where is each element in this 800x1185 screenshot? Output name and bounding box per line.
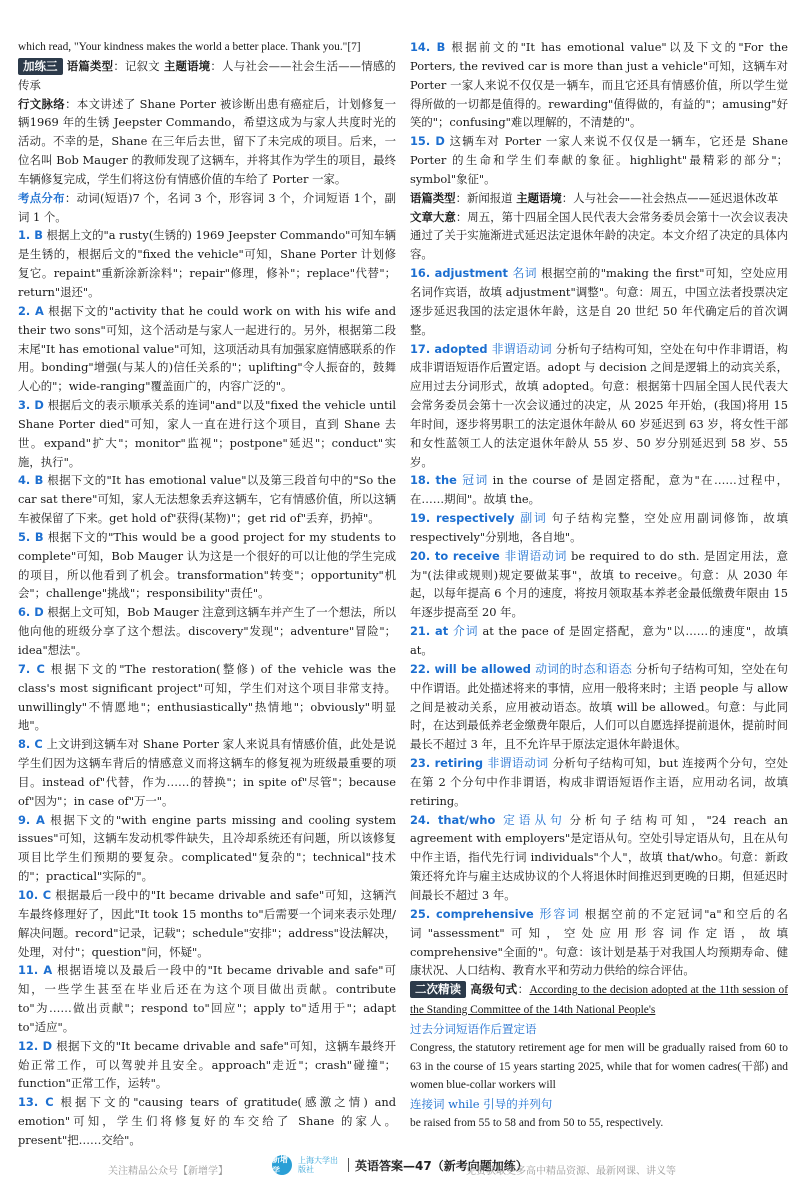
- answer-text: 根据下文的"The restoration(整修) of the vehicle was the class's most significant project"可知，学生们对这个项目非常支持。unwillingly"不情愿地"；enthusiastically"热情地"；obviously"明显地"。: [18, 661, 396, 733]
- answer-item: [410, 547, 788, 622]
- answer-number: 5. B: [18, 529, 44, 544]
- answer-text: 根据空前的不定冠词"a"和空后的名词"assessment"可知，空处应用形容词作定语，故填 comprehensive"全面的"。句意：该计划是基于对我国人均预期寿命、健康状况、人口结构、教育水平和劳动力供给的综合评估。: [410, 906, 788, 978]
- practice-badge: 加练三: [18, 58, 63, 75]
- genre-header: 语篇类型：新闻报道 主题语境：人与社会——社会热点——延迟退休改革: [410, 190, 779, 205]
- answer-text: 分析句子结构可知，but 连接两个分句，空处在第 2 个分句中作非谓语，构成非谓语短语作主语，应用动名词，故填 retiring。: [410, 756, 788, 808]
- answer-text: 根据下文的"with engine parts missing and cooling system issues"可知，这辆车发动机零件缺失，且冷却系统还有问题，所以该修复项目比学生们预期的要复杂。complicated"复杂的"；technical"技术的"；practical"实际的"。: [18, 812, 396, 884]
- answer-number: 20. to receive: [410, 548, 500, 563]
- grammar-tag: 名词: [511, 266, 538, 281]
- review-label: 高级句式: [470, 982, 518, 997]
- answer-text: 根据下文的"This would be a good project for my students to complete"可知，Bob Mauger 认为这是一个很好的可以让他的学生完成的项目，所以他看到了机会。transformation"转变"；opportunity"机会"；challenge"挑战"；responsibility"责任"。: [18, 529, 396, 601]
- review-sentence-1: According to the decision adopted at the 11th session of the Standing Committee of the 14th National People's: [410, 984, 788, 1017]
- answer-item: [18, 603, 396, 660]
- theme-label: 主题语境: [516, 190, 562, 205]
- answer-item: [410, 264, 788, 339]
- gist-label: 文章大意: [410, 209, 456, 224]
- answer-item: [18, 811, 396, 886]
- left-column: [18, 38, 396, 1150]
- answer-item: [18, 1093, 396, 1150]
- review-section: 二次精读 高级句式：According to the decision adopted at the 11th session of the Standing Committee of the 14th National People's: [410, 982, 788, 1017]
- grammar-tag: 定语从句: [499, 812, 566, 827]
- answer-text: 根据下文的"It became drivable and safe"可知，这辆车最终开始正常工作，可以驾驶并且安全。approach"走近"；crash"碰撞"；function"正常工作，运转"。: [18, 1038, 397, 1091]
- page-label: 英语答案—47（新考向题加练）: [355, 1158, 528, 1173]
- answer-number: 22. will be allowed: [410, 661, 531, 676]
- type-value: 记叙文: [125, 58, 160, 73]
- type-value: 新闻报道: [466, 190, 513, 205]
- summary-label: 行文脉络: [18, 96, 66, 111]
- answer-number: 2. A: [18, 303, 44, 318]
- answer-text: 句子结构完整，空处应用副词修饰，故填 respectively"分别地，各自地"。: [410, 511, 788, 544]
- answer-item: [410, 132, 788, 189]
- answer-item: [18, 396, 396, 471]
- answer-text: 分析句子结构可知，空处在句中作非谓语，构成非谓语短语作后置定语。adopt 与 decision 之间是逻辑上的动宾关系，应用过去分词形式，故填 adopted。句意：根据第十四届全国人民代表大会常务委员会第十一次会议通过的决定，从 2025 年开始，(我国)将用 15 年时间，逐步将男职工的法定退休年龄从 60 岁延迟到 63 岁，将女性干部和女性蓝领工人的法定退休年龄从 55 岁、50 岁分别延迟到 58 岁、55 岁。: [410, 341, 788, 469]
- answer-number: 10. C: [18, 887, 52, 902]
- answer-item: [410, 754, 788, 811]
- answer-text: 根据下文的"activity that he could work on with his wife and their two sons"可知，这个活动是与家人一起进行的。另外，根据第二段末尾"It has emotional value"可知，这项活动具有加强家庭情感联系的作用。bonding"增强(与某人的)信任关系的"；uplifting"令人振奋的，鼓舞人心的"；wide-ranging"覆盖面广的，内容广泛的"。: [18, 303, 396, 394]
- review-note-1: 过去分词短语作后置定语: [410, 1021, 537, 1036]
- theme-value: 人与社会——社会生活——情感的传承: [18, 58, 396, 92]
- answer-number: 17. adopted: [410, 341, 488, 356]
- answer-item: [410, 622, 788, 660]
- answer-number: 7. C: [18, 661, 45, 676]
- footer-separator: [348, 1158, 349, 1172]
- answer-number: 18. the: [410, 473, 457, 488]
- gist-text: 周五，第十四届全国人民代表大会常务委员会第十一次会议表决通过了关于实施渐进式延迟法定退休年龄的决定。本文介绍了决定的具体内容。: [410, 209, 788, 262]
- answer-text: 根据下文的"causing tears of gratitude(感激之情) and emotion"可知，学生们将修复好的车交给了 Shane 的家人。present"把……交给"。: [18, 1095, 396, 1147]
- answer-number: 19. respectively: [410, 511, 515, 526]
- answer-item: [410, 905, 788, 980]
- answer-number: 9. A: [18, 812, 45, 827]
- answer-item: [18, 735, 396, 810]
- review-sentence-3: be raised from 55 to 58 and from 50 to 55, respectively.: [410, 1117, 664, 1130]
- answer-item: [410, 38, 788, 132]
- answer-item: [18, 302, 396, 396]
- answer-number: 23. retiring: [410, 756, 484, 771]
- answer-text: 根据后文的表示顺承关系的连词"and"以及"fixed the vehicle until Shane Porter died"可知，家人一直在进行这个项目，直到 Shane 去世。expand"扩大"；monitor"监视"；postpone"延迟"；conduct"实施，执行"。: [18, 398, 396, 469]
- answer-text: 根据空前的"making the first"可知，空处应用名词作宾语，故填 adjustment"调整"。句意：周五，中国立法者投票决定逐步延迟我国的法定退休年龄，这是自 20 世纪 50 年代确定后的首次调整。: [410, 266, 788, 337]
- grammar-tag: 动词的时态和语态: [534, 661, 633, 676]
- answer-item: [18, 660, 396, 735]
- answer-number: 13. C: [18, 1095, 54, 1110]
- grammar-tag: 非谓语动词: [487, 756, 549, 771]
- answer-text: 根据下文的"It has emotional value"以及第三段首句中的"So the car sat there"可知，家人无法想象丢弃这辆车，它有情感价值，所以这辆车被保留了下来。get hold of"获得(某物)"；get rid of"丢弃，扔掉"。: [18, 473, 396, 526]
- answer-item: [410, 340, 788, 472]
- publisher-logo-icon: 新增学: [272, 1155, 292, 1175]
- answer-item: [18, 528, 396, 603]
- grammar-tag: 副词: [518, 511, 548, 526]
- answer-text: 根据前文的"It has emotional value"以及下文的"For the Porters, the revived car is more than just a vehicle"可知，这辆车对 Porter 一家人来说不仅仅是一辆车，而且它还具有情感价值，所以学生觉得所做的一切都是值得的。rewarding"值得做的，有益的"；amusing"好笑的"；confusing"难以理解的，不清楚的"。: [410, 40, 788, 130]
- answer-item: [18, 226, 396, 301]
- answer-text: 这辆车对 Porter 一家人来说不仅仅是一辆车，它还是 Shane Porter 的生命和学生们奉献的象征。highlight"最精彩的部分"；symbol"象征"。: [410, 134, 789, 186]
- answer-number: 8. C: [18, 737, 43, 752]
- type-label: 语篇类型: [410, 190, 456, 205]
- distribution: 考点分布：动词(短语)7 个，名词 3 个，形容词 3 个，介词短语 1个，副词 1 个。: [18, 190, 396, 224]
- review-note-2: 连接词 while 引导的并列句: [410, 1097, 553, 1112]
- answer-item: [410, 509, 788, 547]
- summary-text: 本文讲述了 Shane Porter 被诊断出患有癌症后，计划修复一辆1969 年的生锈 Jeepster Commando，希望这成为与家人共度时光的活动。不幸的是，Shane 在三年后去世，留下了未完成的项目。后来，一位名叫 Bob Mauger 的教师发现了这辆车，并将其作为学生的项目，最终车辆修复完成，学生们将这份有情感价值的车给了 Porter 一家。: [18, 96, 396, 186]
- theme-label: 主题语境: [163, 58, 211, 73]
- practice-header: 加练三 语篇类型：记叙文 主题语境：人与社会——社会生活——情感的传承: [18, 58, 396, 92]
- grammar-tag: 冠词: [460, 473, 489, 488]
- footer-left-text: 关注精品公众号【新增学】: [108, 1166, 228, 1177]
- answer-number: 6. D: [18, 605, 44, 620]
- grammar-tag: 非谓语动词: [503, 548, 568, 563]
- gist: 文章大意：周五，第十四届全国人民代表大会常务委员会第十一次会议表决通过了关于实施渐进式延迟法定退休年龄的决定。本文介绍了决定的具体内容。: [410, 209, 788, 262]
- answer-number: 14. B: [410, 40, 446, 54]
- answer-item: [410, 811, 788, 905]
- answer-text: 根据语境以及最后一段中的"It became drivable and safe"可知，一些学生甚至在毕业后还在为这个项目做出贡献。contribute to"为……做出贡献"；respond to"回应"；apply to"适用于"；adapt to"适应"。: [18, 963, 397, 1034]
- answer-text: in the course of 是固定搭配，意为"在……过程中，在……期间"。故填 the。: [410, 473, 788, 507]
- brand-text: 上海大学出版社: [298, 1156, 338, 1174]
- answer-item: [18, 471, 396, 528]
- answer-item: [410, 471, 788, 509]
- footer-right-text: 免费获取更多高中精品资源、最新网课、讲义等: [466, 1166, 676, 1177]
- answer-text: at the pace of 是固定搭配，意为"以……的速度"，故填 at。: [410, 624, 788, 657]
- answer-item: [18, 886, 396, 961]
- answer-number: 16. adjustment: [410, 266, 508, 281]
- answer-text: 根据上文可知，Bob Mauger 注意到这辆车并产生了一个想法，所以他向他的班级分享了这个想法。discovery"发现"；adventure"冒险"；idea"想法"。: [18, 605, 396, 657]
- grammar-tag: 非谓语动词: [491, 341, 552, 356]
- review-badge: 二次精读: [410, 981, 466, 998]
- dist-label: 考点分布: [18, 190, 65, 205]
- answer-text: 根据上文的"a rusty(生锈的) 1969 Jeepster Commando"可知车辆是生锈的，根据后文的"fixed the vehicle"可知，Shane Porter 计划修复它。repaint"重新涂新涂料"；repair"修理，修补"；replace"代替"；return"退还"。: [18, 228, 397, 299]
- dist-text: 动词(短语)7 个，名词 3 个，形容词 3 个，介词短语 1个，副词 1 个。: [18, 190, 396, 224]
- page-footer: [0, 1155, 800, 1181]
- summary: 行文脉络：本文讲述了 Shane Porter 被诊断出患有癌症后，计划修复一辆1969 年的生锈 Jeepster Commando，希望这成为与家人共度时光的活动。不幸的是，Shane 在三年后去世，留下了未完成的项目。后来，一位名叫 Bob Mauger 的教师发现了这辆车，并将其作为学生的项目，最终车辆修复完成，学生们将这份有情感价值的车给了 Porter 一家。: [18, 96, 396, 186]
- answer-number: 24. that/who: [410, 812, 496, 827]
- answer-item: [18, 961, 396, 1036]
- answer-number: 12. D: [18, 1038, 53, 1053]
- answer-number: 25. comprehensive: [410, 906, 534, 921]
- answer-text: 分析句子结构可知，"24 reach an agreement with employers"是定语从句。空处引导定语从句，且在从句中作主语，指代先行词 individuals"个人"，故填 that/who。句意：新政策还将允许与雇主达成协议的个人将退休时间推迟到更晚的日期，但延迟时间最长不超过 3 年。: [410, 812, 788, 902]
- answer-number: 11. A: [18, 963, 53, 978]
- right-column: [410, 38, 788, 1133]
- review-sentence-2: Congress, the statutory retirement age for men will be gradually raised from 60 to 63 in the course of 15 years starting 2025, while that for women cadres(干部) and women blue-collar workers will: [410, 1041, 788, 1092]
- answer-text: 根据最后一段中的"It became drivable and safe"可知，这辆汽车最终修理好了，因此"It took 15 months to"后需要一个词来表示处理/解决问题。record"记录，记载"；schedule"安排"；address"设法解决，处理，对付"；question"问，怀疑"。: [18, 887, 396, 959]
- answer-text: be required to do sth. 是固定用法，意为"(法律或规则)规定要做某事"，故填 to receive。句意：从 2030 年起，以每年提高 6 个月的速度，将按月领取基本养老金最低缴费年限由 15 年逐步提高至 20 年。: [410, 548, 788, 620]
- grammar-tag: 形容词: [537, 906, 581, 921]
- type-label: 语篇类型: [66, 58, 114, 73]
- answer-text: 分析句子结构可知，空处在句中作谓语。此处描述将来的事情，应用一般将来时；主语 people 与 allow 之间是被动关系，应用被动语态。故填 will be allowed。句意：与此同时，在达到最低养老金缴费年限后，人们可以自愿选择提前退休，提前时间最长不超过 3 年，且不允许早于原法定退休年龄退休。: [410, 661, 788, 752]
- answer-item: [410, 660, 788, 754]
- answer-text: 上文讲到这辆车对 Shane Porter 家人来说具有情感价值，此处是说学生们因为这辆车背后的情感意义而将这辆车的修复视为班级最重要的项目。instead of"代替，作为……的替换"；in spite of"尽管"；because of"因为"；in case of"万一"。: [18, 737, 397, 808]
- answer-number: 4. B: [18, 473, 44, 488]
- answer-item: [18, 1037, 396, 1094]
- intro-line: which read, "Your kindness makes the world a better place. Thank you."[7]: [18, 41, 361, 53]
- theme-value: 人与社会——社会热点——延迟退休改革: [573, 190, 779, 205]
- answer-number: 1. B: [18, 228, 43, 243]
- answer-number: 15. D: [410, 134, 445, 149]
- answer-number: 21. at: [410, 624, 449, 639]
- answer-number: 3. D: [18, 398, 44, 413]
- grammar-tag: 介词: [452, 624, 479, 639]
